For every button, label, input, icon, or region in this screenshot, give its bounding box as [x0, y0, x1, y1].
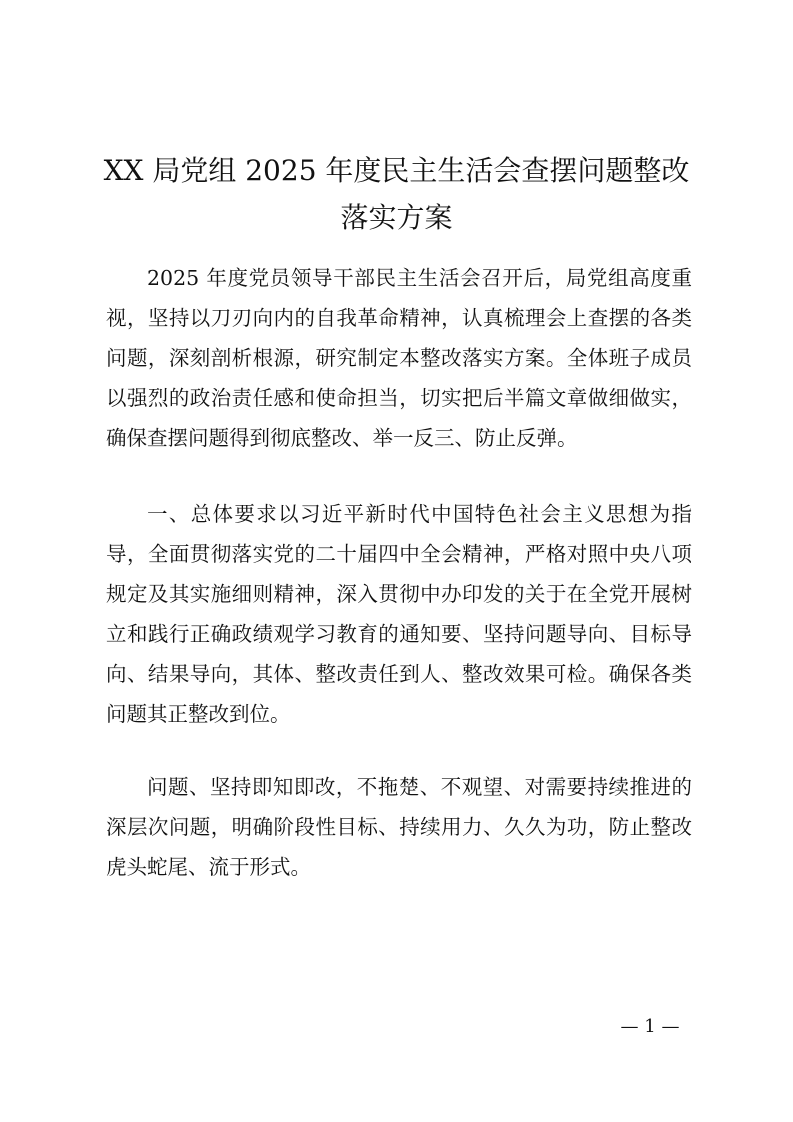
- problem-rectification-paragraph: 问题、坚持即知即改，不拖楚、不观望、对需要持续推进的深层次问题，明确阶段性目标、持续用力、久久为功，防止整改虎头蛇尾、流于形式。: [106, 775, 692, 879]
- general-requirements-paragraph: 一、总体要求以习近平新时代中国特色社会主义思想为指导，全面贯彻落实党的二十届四中全会精神，严格对照中央八项规定及其实施细则精神，深入贯彻中办印发的关于在全党开展树立和践行正确政绩观学习教育的通知要、坚持问题导向、目标导向、结果导向，其体、整改责任到人、整改效果可检。确保各类问题其正整改到位。: [106, 502, 692, 726]
- page-number: — 1 —: [620, 1016, 680, 1037]
- document-title-line-2: 落实方案: [340, 201, 453, 234]
- document-title-line-1: XX 局党组 2025 年度民主生活会查摆问题整改: [103, 154, 690, 187]
- intro-paragraph: 2025 年度党员领导干部民主生活会召开后，局党组高度重视，坚持以刀刃向内的自我革命精神，认真梳理会上查摆的各类问题，深刻剖析根源，研究制定本整改落实方案。全体班子成员以强烈的政治责任感和使命担当，切实把后半篇文章做细做实，确保查摆问题得到彻底整改、举一反三、防止反弹。: [106, 266, 692, 450]
